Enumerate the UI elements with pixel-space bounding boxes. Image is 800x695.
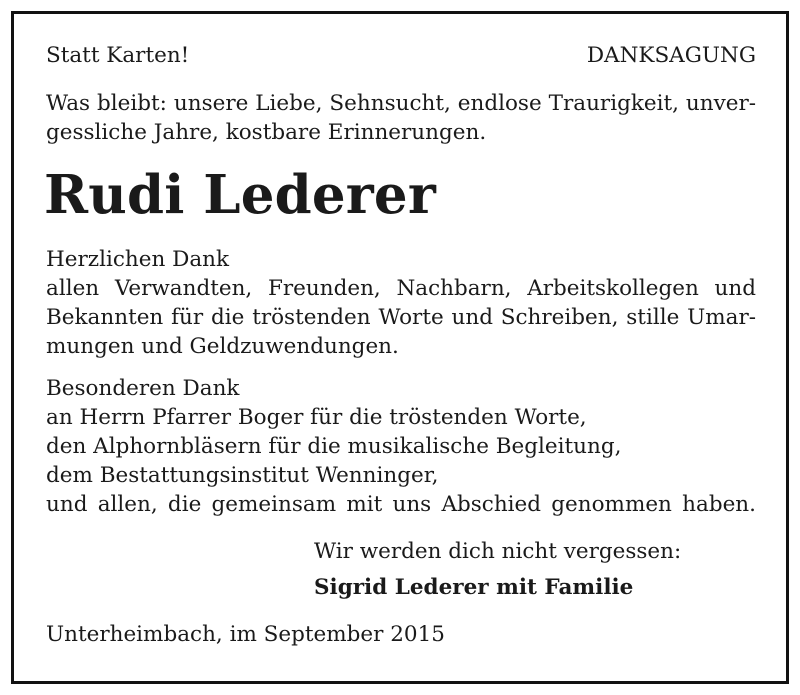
thanks-special-heading: Besonderen Dank [46,376,240,401]
intro-line: Was bleibt: unsere Liebe, Sehnsucht, endlose Traurigkeit, unver- [46,91,756,116]
notice-header [46,41,756,70]
deceased-name: Rudi Lederer [44,164,436,226]
closing-line: Wir werden dich nicht vergessen: [314,539,682,564]
thanks-general-line: mungen und Geldzuwendungen. [46,334,399,359]
thanks-special-line: den Alphornbläsern für die musikalische Begleitung, [46,434,622,459]
header-left-text: Statt Karten! [46,43,190,68]
thanks-special-section [46,374,756,519]
place-date: Unterheimbach, im September 2015 [46,622,445,647]
intro-quote [46,89,756,147]
thanks-special-line: an Herrn Pfarrer Boger für die tröstenden Worte, [46,405,587,430]
signature: Sigrid Lederer mit Familie [314,575,634,600]
thanks-general-section [46,245,756,361]
thanks-general-line: allen Verwandten, Freunden, Nachbarn, Arbeitskollegen und [46,276,756,301]
header-title: DANKSAGUNG [586,43,756,68]
intro-line: gessliche Jahre, kostbare Erinnerungen. [46,120,487,145]
thanks-special-line: und allen, die gemeinsam mit uns Abschied genommen haben. [46,492,756,517]
thanks-general-heading: Herzlichen Dank [46,247,230,272]
thanks-general-line: Bekannten für die tröstenden Worte und Schreiben, stille Umar- [46,305,756,330]
thanks-special-line: dem Bestattungsinstitut Wenninger, [46,463,439,488]
